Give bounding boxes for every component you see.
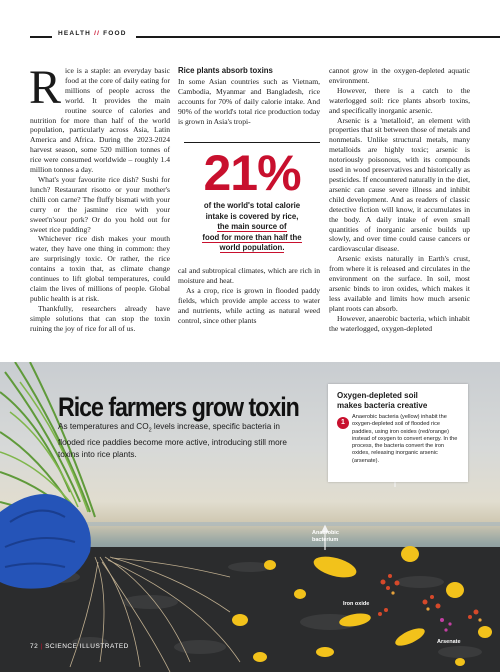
paragraph: As a crop, rice is grown in flooded paddy fields, which provide ample access to water and nutrients, while acting as natural weed control, since other plants [178,285,320,325]
pull-quote-number: 21% [203,145,301,201]
deck-text: levels increase, specific bacteria in flooded rice paddies become more active, introducing still more toxins into rice plants. [58,422,287,459]
paragraph: Whichever rice dish makes your mouth water, they have one thing in common: they are surprisingly toxic. Or rather, the rice contains a toxin that, as climate change continues to lift global temperatures, could claim the lives of millions of people. Global public health is at risk. [30,234,170,303]
label-line: Anaerobic [312,530,339,536]
deck-subscript: 2 [148,427,152,434]
footer-separator: | [40,643,43,650]
header-section [58,30,127,37]
pull-quote-line: world population. [219,243,285,252]
article-column-3 [329,66,470,333]
header-rule-right [136,36,500,38]
pull-quote-line: food for more than half the [202,232,302,242]
feature-headline: Rice farmers grow toxin [58,392,299,422]
paragraph: ice is a staple: an everyday basic food at the core of daily eating for millions of people across the world. It provides the main routine source of calories and nutrition for more than half of the world population, particularly across Asia, Latin America and Africa. During the 2023-2024 harvest season, some 520 million tonnes of rice were consumed worldwide – roughly 1.4 million tonnes a day. [30,66,170,175]
label-line: bacterium [312,537,339,543]
section-separator: // [94,30,101,37]
drop-cap: R [29,61,62,114]
paragraph: However, there is a catch to the waterlogged soil: rice plants absorb toxins, and specifically inorganic arsenic. [329,85,470,115]
arsenate-label: Arsenate [437,639,461,645]
article-column-2 [178,66,320,126]
pull-quote-line: of the world's total calorie [203,201,301,210]
paragraph: In some Asian countries such as Vietnam, Cambodia, Myanmar and Bangladesh, rice accounts for 70% of daily calorie intake. And 90% of the world's total rice production today is grown in Asia's tropi- [178,76,320,126]
step-number-badge: 1 [337,417,349,429]
info-box [328,384,468,482]
pull-quote-line: intake is covered by rice, [205,211,299,221]
subheading: Rice plants absorb toxins [178,66,273,75]
paragraph: cal and subtropical climates, which are rich in moisture and heat. [178,266,320,285]
paragraph: Arsenic is a 'metalloid', an element with properties that sit between those of metals and nonmetals. Unlike structural metals, many metalloids are highly toxic; arsenic is notoriously poisonous, with its compounds used in wood preservatives and historically as pesticides. If encountered naturally in the diet, arsenic can cause severe illness and inhibit child development. And as readers of classic detective fiction will know, it accumulates in the body. A daily intake of even small quantities of inorganic arsenic builds up slowly, and over time could cause cancers or cardiovascular disease. [329,115,470,254]
deck-text: As temperatures and CO [58,422,149,431]
header-rule-left [30,36,52,38]
pull-quote-line: the main source of [217,222,287,231]
section-label: HEALTH [58,30,92,37]
paragraph: However, anaerobic bacteria, which inhabit the waterlogged, oxygen-depleted [329,313,470,333]
magazine-name: SCIENCE ILLUSTRATED [45,643,129,650]
paragraph: What's your favourite rice dish? Sushi for lunch? Restaurant risotto or your mother's chilli con carne? The fluffy bismati with your curry or the jasmine rice with your sweet'n'sour pork? Or do you hold out for sweet rice pudding? [30,174,170,234]
page-number: 72 [30,643,39,650]
info-box-body: Anaerobic bacteria (yellow) inhabit the oxygen-depleted soil of flooded rice paddies, using iron oxides (red/orange) instead of oxygen to convert energy. In the process, the bacteria convert the iron oxides, releasing inorganic arsenic (arsenate). [352,414,458,464]
paragraph: Arsenic exists naturally in Earth's crust, from where it is released and circulates in the environment on the surface. In soil, most arsenic binds to iron oxides, which makes it less available and limits how much arsenic plant roots can absorb. [329,254,470,313]
pull-quote-text [184,201,320,254]
page-footer [30,643,129,650]
article-column-2-continued [178,266,320,325]
paragraph: Thankfully, researchers already have simple solutions that can stop the toxin ruining the joy of rice for all of us. [30,303,170,333]
info-box-title [337,391,468,410]
page-header [0,30,500,44]
iron-oxide-label: Iron oxide [343,601,370,607]
info-title-line: makes bacteria creative [337,400,428,410]
info-title-line: Oxygen-depleted soil [337,391,418,400]
bacterium-label [312,530,339,544]
feature-deck [58,421,303,460]
topic-label: FOOD [103,30,127,37]
pull-quote [184,142,320,261]
paragraph: cannot grow in the oxygen-depleted aquatic environment. [329,66,470,85]
article-column-1 [29,61,170,333]
